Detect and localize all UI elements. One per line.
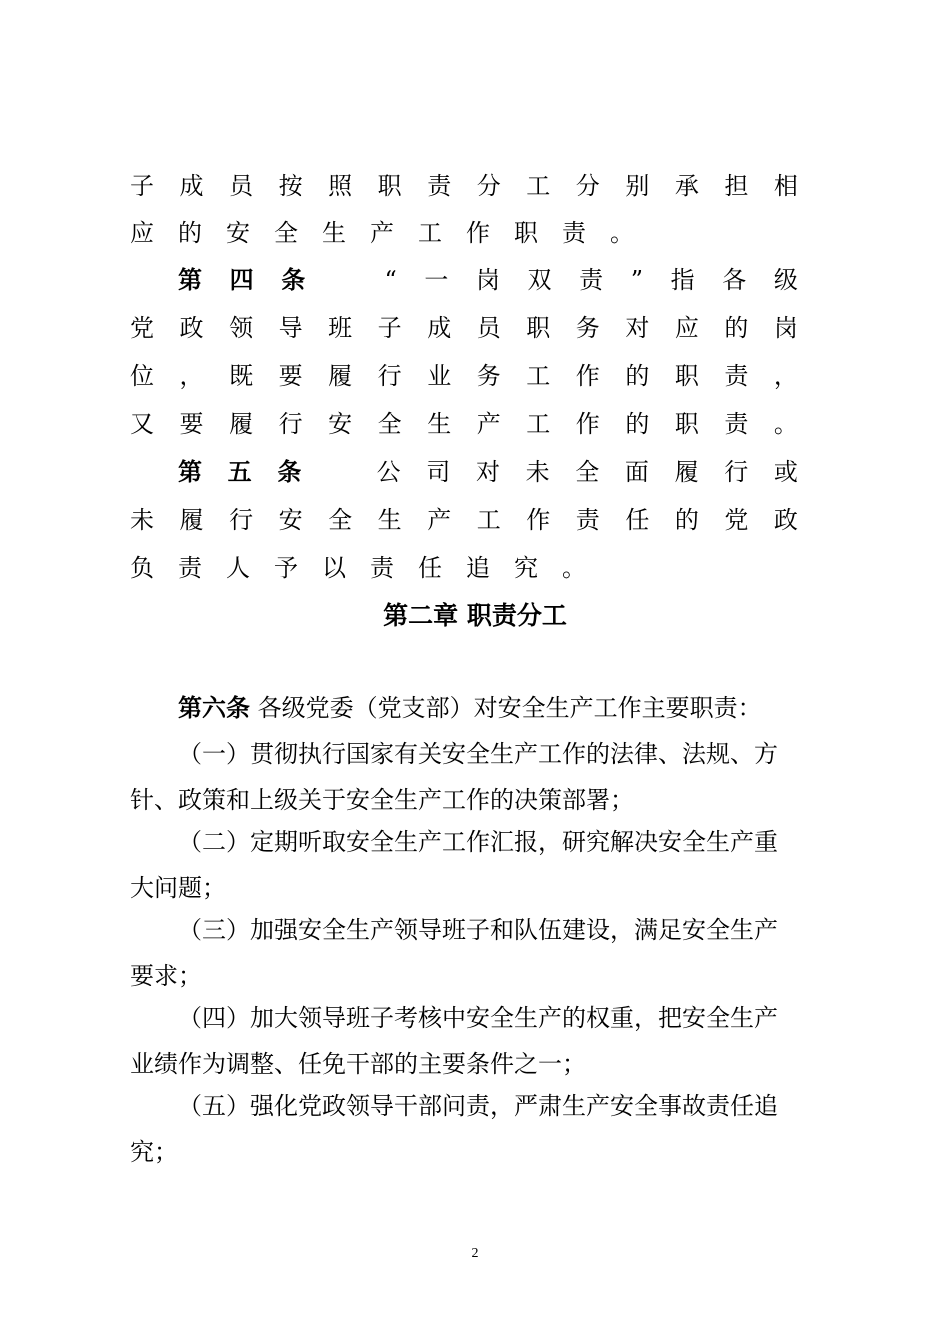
char: 承 [674, 172, 699, 200]
char: 究 [514, 554, 538, 582]
char: 全 [328, 506, 353, 534]
char: 第 [178, 457, 202, 486]
char: 。 [610, 219, 634, 247]
article-6-intro [178, 692, 878, 724]
char: 的 [674, 506, 699, 534]
char: 条 [281, 265, 306, 294]
chapter-heading: 第二章 职责分工 [383, 601, 567, 630]
char: 司 [426, 458, 451, 486]
char: ” [630, 266, 644, 294]
article-4-line-1 [178, 264, 798, 296]
char: 。 [773, 410, 798, 438]
char: 条 [277, 457, 302, 486]
char: ， [179, 362, 204, 390]
item-2-line-1: （二）定期听取安全生产工作汇报，研究解决安全生产重 [178, 828, 778, 856]
char: 各 [722, 266, 747, 294]
char: 。 [562, 554, 586, 582]
char: 面 [624, 458, 649, 486]
text-line-6 [130, 408, 798, 440]
char: 安 [328, 410, 353, 438]
char: 或 [773, 458, 798, 486]
char: 的 [724, 314, 749, 342]
char: 又 [130, 410, 154, 438]
char: 第 [178, 265, 202, 294]
char: 的 [625, 410, 650, 438]
char: 任 [418, 554, 442, 582]
char: 子 [130, 172, 154, 200]
text-line-8 [130, 504, 798, 536]
char: 应 [674, 314, 699, 342]
char: 履 [674, 458, 699, 486]
char: 履 [179, 506, 204, 534]
char: 以 [322, 554, 346, 582]
item-1-line-1: （一）贯彻执行国家有关安全生产工作的法律、法规、方 [178, 740, 778, 768]
char: 公 [376, 458, 401, 486]
char: 行 [229, 506, 254, 534]
char: 职 [526, 314, 551, 342]
article-6-intro-text: 各级党委（党支部）对安全生产工作主要职责： [250, 694, 762, 722]
char: ， [773, 362, 798, 390]
char: 人 [226, 554, 250, 582]
char: 五 [227, 457, 252, 486]
char: 任 [625, 506, 650, 534]
char: 要 [278, 362, 303, 390]
char: 按 [278, 172, 303, 200]
char: 员 [476, 314, 501, 342]
char: 责 [724, 410, 749, 438]
char: 产 [370, 219, 394, 247]
text-line-5 [130, 360, 798, 392]
char: 职 [514, 219, 538, 247]
char: 作 [526, 506, 551, 534]
char: 履 [229, 410, 254, 438]
char: 照 [328, 172, 353, 200]
char: 的 [625, 362, 650, 390]
char: 务 [476, 362, 501, 390]
item-3-line-1: （三）加强安全生产领导班子和队伍建设，满足安全生产 [178, 916, 778, 944]
char: 业 [427, 362, 452, 390]
char: 的 [178, 219, 202, 247]
char: 既 [229, 362, 254, 390]
char: 应 [130, 219, 154, 247]
char: 职 [377, 172, 402, 200]
char: 责 [562, 219, 586, 247]
char: 全 [377, 410, 402, 438]
char: 岗 [475, 266, 500, 294]
char: 安 [278, 506, 303, 534]
char: 党 [130, 314, 154, 342]
char: 对 [625, 314, 650, 342]
char: 指 [670, 266, 695, 294]
text-line-1 [130, 170, 798, 202]
char: 工 [526, 172, 551, 200]
article-5-line-1 [178, 456, 798, 488]
char: 责 [178, 554, 202, 582]
char: 予 [274, 554, 298, 582]
char: 级 [773, 266, 798, 294]
char: 全 [274, 219, 298, 247]
char: 担 [724, 172, 749, 200]
char: 全 [575, 458, 600, 486]
char: 行 [278, 410, 303, 438]
char: 双 [527, 266, 552, 294]
item-2-line-2: 大问题； [130, 874, 226, 902]
char: 导 [278, 314, 303, 342]
char: 未 [130, 506, 154, 534]
article-6-label: 第六条 [178, 693, 250, 722]
char: 履 [328, 362, 353, 390]
char: 责 [579, 266, 604, 294]
char: 务 [575, 314, 600, 342]
char: 负 [130, 554, 154, 582]
char: 四 [229, 265, 254, 294]
char: 安 [226, 219, 250, 247]
char: 领 [229, 314, 254, 342]
char: 职 [674, 410, 699, 438]
char: 相 [773, 172, 798, 200]
char: 追 [466, 554, 490, 582]
char: 责 [370, 554, 394, 582]
char: 作 [575, 410, 600, 438]
char: 工 [476, 506, 501, 534]
char: 对 [475, 458, 500, 486]
char: 党 [724, 506, 749, 534]
char: 产 [427, 506, 452, 534]
char: 生 [427, 410, 452, 438]
item-4-line-2: 业绩作为调整、任免干部的主要条件之一； [130, 1050, 586, 1078]
item-3-line-2: 要求； [130, 962, 202, 990]
text-line-2 [130, 217, 798, 249]
char: 分 [476, 172, 501, 200]
char: 政 [179, 314, 204, 342]
char: 一 [424, 266, 449, 294]
char: 分 [575, 172, 600, 200]
char: 工 [526, 362, 551, 390]
item-5-line-1: （五）强化党政领导干部问责，严肃生产安全事故责任追 [178, 1092, 778, 1120]
char: 产 [476, 410, 501, 438]
char: 作 [575, 362, 600, 390]
char: 别 [625, 172, 650, 200]
char: 子 [377, 314, 402, 342]
char: 员 [229, 172, 254, 200]
char: 生 [322, 219, 346, 247]
char: 责 [575, 506, 600, 534]
char: 责 [427, 172, 452, 200]
char: 工 [526, 410, 551, 438]
char: 未 [525, 458, 550, 486]
char [333, 264, 357, 296]
page-number: 2 [471, 1246, 479, 1261]
char: 要 [179, 410, 204, 438]
char: 行 [724, 458, 749, 486]
text-line-9 [130, 552, 798, 584]
text-line-4 [130, 312, 798, 344]
char: 工 [418, 219, 442, 247]
item-1-line-2: 针、政策和上级关于安全生产工作的决策部署； [130, 786, 634, 814]
item-5-line-2: 究； [130, 1138, 178, 1166]
char: 政 [773, 506, 798, 534]
char: 岗 [773, 314, 798, 342]
item-4-line-1: （四）加大领导班子考核中安全生产的权重，把安全生产 [178, 1004, 778, 1032]
char: 位 [130, 362, 154, 390]
char: “ [384, 266, 397, 294]
char: 职 [674, 362, 699, 390]
char: 成 [427, 314, 452, 342]
char: 成 [179, 172, 204, 200]
char: 班 [328, 314, 353, 342]
char: 生 [377, 506, 402, 534]
char: 行 [377, 362, 402, 390]
char: 作 [466, 219, 490, 247]
char: 责 [724, 362, 749, 390]
char [327, 456, 351, 488]
